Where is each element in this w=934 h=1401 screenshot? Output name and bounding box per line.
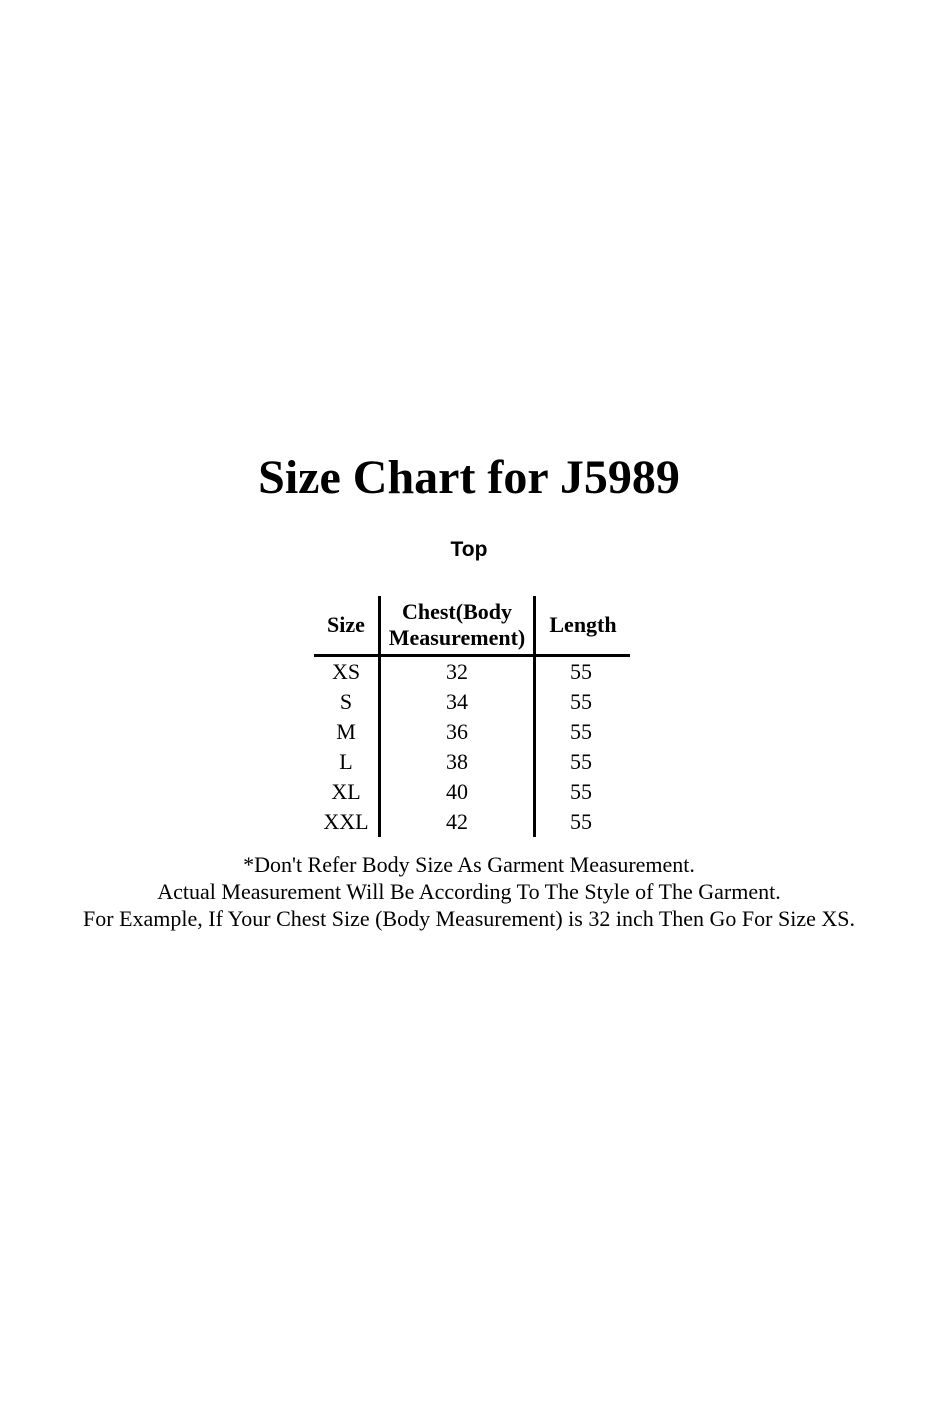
cell-chest: 38 (380, 747, 535, 777)
cell-length: 55 (570, 779, 592, 804)
cell-chest: 40 (380, 777, 535, 807)
table-row (314, 656, 630, 688)
cell-size: XXL (314, 807, 380, 837)
table-row (314, 747, 630, 777)
cell-size: XL (314, 777, 380, 807)
cell-length: 55 (570, 749, 592, 774)
cell-size: XS (314, 656, 380, 688)
table-row (314, 807, 630, 837)
note-line: Actual Measurement Will Be According To The Style of The Garment. (157, 879, 781, 904)
table-header-row (314, 596, 630, 656)
header-size: Size (314, 596, 380, 656)
cell-chest: 34 (380, 687, 535, 717)
size-notes (0, 851, 934, 932)
note-line: *Don't Refer Body Size As Garment Measurement. (243, 852, 695, 877)
header-length: Length (535, 596, 631, 656)
cell-chest: 32 (380, 656, 535, 688)
note-line: For Example, If Your Chest Size (Body Measurement) is 32 inch Then Go For Size XS. (83, 906, 855, 931)
table-row (314, 777, 630, 807)
table-row (314, 687, 630, 717)
section-title: Top (450, 538, 488, 561)
cell-chest: 42 (380, 807, 535, 837)
cell-chest: 36 (380, 717, 535, 747)
cell-size: S (314, 687, 380, 717)
cell-size: M (314, 717, 380, 747)
cell-length: 55 (570, 659, 592, 684)
cell-size: L (314, 747, 380, 777)
header-chest: Chest(Body Measurement) (380, 596, 535, 656)
cell-length: 55 (570, 809, 592, 834)
cell-length: 55 (570, 719, 592, 744)
size-chart-table (314, 596, 630, 837)
table-row (314, 717, 630, 747)
cell-length: 55 (570, 689, 592, 714)
page-title: Size Chart for J5989 (258, 451, 680, 504)
